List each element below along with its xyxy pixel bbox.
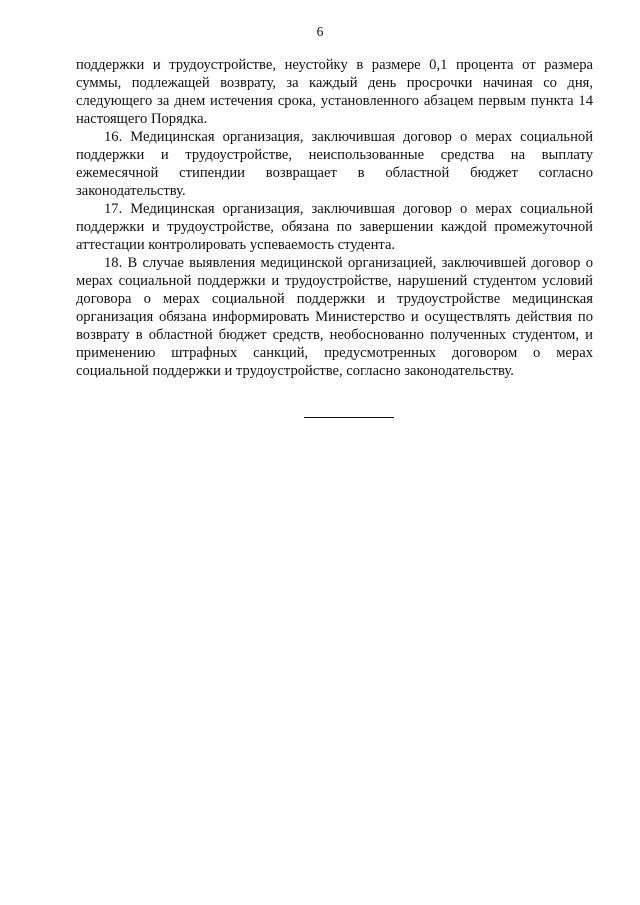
paragraph-item-17: 17. Медицинская организация, заключившая договор о мерах социальной поддержки и трудоустройстве, обязана по завершении каждой промежуточной аттестации контролировать успеваемость студента. xyxy=(76,201,593,253)
paragraph-item-18: 18. В случае выявления медицинской организацией, заключившей договор о мерах социальной поддержки и трудоустройстве, нарушений студентом условий договора о мерах социальной поддержки и трудоустройстве медицинская организация обязана информировать Министерство и осуществлять действия по возврату в областной бюджет средств, необоснованно полученных студентом, и применению штрафных санкций, предусмотренных договором о мерах социальной поддержки и трудоустройстве, согласно законодательству. xyxy=(76,255,593,379)
end-divider-line xyxy=(304,417,394,418)
page-number: 6 xyxy=(316,24,324,39)
paragraph-continuation: поддержки и трудоустройстве, неустойку в размере 0,1 процента от размера суммы, подлежащей возврату, за каждый день просрочки начиная со дня, следующего за днем истечения срока, установленного абзацем первым пункта 14 настоящего Порядка. xyxy=(76,57,593,127)
paragraph-item-16: 16. Медицинская организация, заключившая договор о мерах социальной поддержки и трудоустройстве, неиспользованные средства на выплату ежемесячной стипендии возвращает в областной бюджет согласно законодательству. xyxy=(76,129,593,199)
document-body xyxy=(76,56,593,380)
